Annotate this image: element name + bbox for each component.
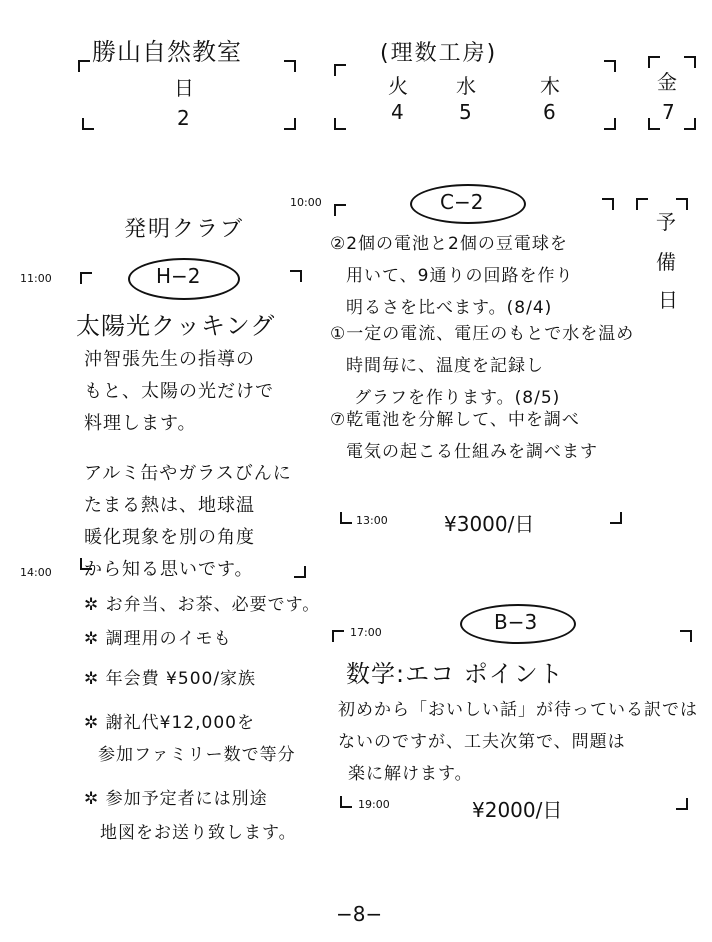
bracket-top-left <box>636 198 648 210</box>
right-bottom-price: ¥2000/日 <box>472 798 563 822</box>
wednesday-date: 5 <box>459 100 472 124</box>
bracket-bottom-left <box>340 796 352 808</box>
experiment-item-1 <box>330 228 670 324</box>
experiment-item-2 <box>330 318 670 414</box>
bracket-bottom-right <box>610 512 622 524</box>
bracket-top-right <box>676 198 688 210</box>
note-item-continued: 参加ファミリー数で等分 <box>98 745 296 765</box>
left-title: 太陽光クッキング <box>76 312 276 340</box>
item-line: 電気の起こる仕組みを調べます <box>346 442 598 462</box>
paragraph-line: 暖化現象を別の角度 <box>84 527 255 548</box>
body-line: 初めから「おいしい話」が待っている訳では <box>338 700 698 720</box>
item-line: ⑦乾電池を分解して、中を調べ <box>330 410 580 430</box>
friday-date: 7 <box>662 100 675 124</box>
note-item: ✲ 年会費 ¥500/家族 <box>84 669 257 689</box>
classroom-title: 勝山自然教室 <box>92 38 242 66</box>
note-item: ✲ 参加予定者には別途 <box>84 789 268 809</box>
right-bottom-code: B−3 <box>494 610 538 634</box>
club-name: 発明クラブ <box>124 217 245 242</box>
bracket-bottom-right <box>294 566 306 578</box>
bracket-bottom-left <box>82 118 94 130</box>
paragraph-line: たまる熱は、地球温 <box>84 495 255 516</box>
body-line: ないのですが、工夫次第で、問題は <box>338 732 626 752</box>
bracket-top-right <box>680 630 692 642</box>
paragraph-line: 料理します。 <box>84 413 197 434</box>
left-mid-time: 14:00 <box>20 566 52 579</box>
bracket-top-left <box>78 60 90 72</box>
lab-title: (理数工房) <box>380 41 498 66</box>
paragraph-line: から知る思いです。 <box>84 559 254 580</box>
bracket-bottom-left <box>334 118 346 130</box>
right-bottom-title: 数学:エコ ポイント <box>346 660 564 688</box>
bracket-bottom-left <box>340 512 352 524</box>
tuesday-date: 4 <box>391 100 404 124</box>
bracket-bottom-right <box>676 798 688 810</box>
sunday-label: 日 <box>174 76 194 100</box>
experiment-item-3 <box>330 404 670 468</box>
item-line: 用いて、9通りの回路を作り <box>346 266 574 286</box>
paragraph-line: アルミ缶やガラスびんに <box>84 463 292 484</box>
bracket-bottom-left <box>648 118 660 130</box>
left-paragraph-1 <box>84 344 324 440</box>
wednesday-label: 水 <box>456 74 476 98</box>
left-code: H−2 <box>156 264 201 288</box>
item-line: 明るさを比べます。(8/4) <box>346 298 553 318</box>
reserve-day-char: 日 <box>658 288 678 312</box>
item-line: ①一定の電流、電圧のもとで水を温め <box>330 324 635 344</box>
bracket-bottom-left <box>80 558 92 570</box>
note-item: ✲ 謝礼代¥12,000を <box>84 713 255 733</box>
bracket-top-left <box>334 64 346 76</box>
reserve-day-char: 予 <box>656 210 676 234</box>
bracket-bottom-right <box>284 118 296 130</box>
item-line: ②2個の電池と2個の豆電球を <box>330 234 568 254</box>
item-line: 時間毎に、温度を記録し <box>346 356 544 376</box>
left-paragraph-2 <box>84 458 324 586</box>
tuesday-label: 火 <box>388 74 408 98</box>
left-start-time: 11:00 <box>20 272 52 285</box>
right-bottom-end-time: 19:00 <box>358 798 390 811</box>
friday-label: 金 <box>657 70 677 94</box>
thursday-date: 6 <box>543 100 556 124</box>
thursday-label: 木 <box>540 74 560 98</box>
bracket-top-left <box>332 630 344 642</box>
bracket-bottom-right <box>604 118 616 130</box>
bracket-top-right <box>684 56 696 68</box>
sunday-date: 2 <box>177 106 190 130</box>
body-line: 楽に解けます。 <box>348 764 473 784</box>
right-bottom-start-time: 17:00 <box>350 626 382 639</box>
note-item: ✲ 調理用のイモも <box>84 629 232 649</box>
bracket-top-right <box>284 60 296 72</box>
bracket-top-right <box>604 60 616 72</box>
bracket-top-left <box>80 272 92 284</box>
bracket-top-right <box>290 270 302 282</box>
reserve-day-char: 備 <box>656 250 676 274</box>
note-item: ✲ お弁当、お茶、必要です。 <box>84 595 321 615</box>
item-line: グラフを作ります。(8/5) <box>354 388 561 408</box>
page-number: −8− <box>336 902 383 926</box>
right-top-price: ¥3000/日 <box>444 512 535 536</box>
paragraph-line: もと、太陽の光だけで <box>84 381 274 402</box>
right-top-start-time: 10:00 <box>290 196 322 209</box>
bracket-top-right <box>602 198 614 210</box>
note-item-continued: 地図をお送り致します。 <box>100 823 297 843</box>
bracket-bottom-right <box>684 118 696 130</box>
right-bottom-body <box>338 694 698 790</box>
right-top-code: C−2 <box>440 190 484 214</box>
bracket-top-left <box>334 204 346 216</box>
paragraph-line: 沖智張先生の指導の <box>84 349 255 370</box>
right-top-end-time: 13:00 <box>356 514 388 527</box>
